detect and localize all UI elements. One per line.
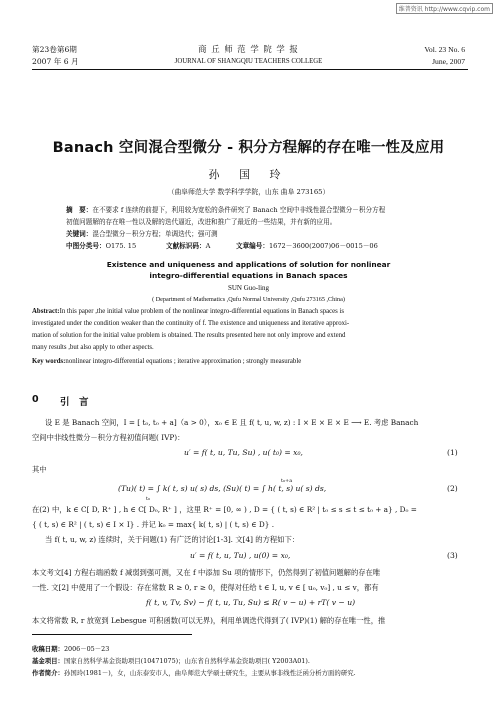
english-abstract-line3: mation of solution for the initial value problem is obtained. The results presented here not only improve and extend	[32, 332, 346, 339]
equation-2-upper-limit: t₀+a	[281, 478, 293, 484]
author-name: 孙 国 玲	[208, 168, 289, 181]
footnote-received: 收稿日期：2006－05－23	[32, 645, 110, 653]
abstract-cn-label: 摘 要：	[66, 206, 93, 214]
document-code-cn: 文献标识码：A	[166, 242, 211, 250]
date-en: June, 2007	[432, 57, 465, 66]
english-abstract-line4: many results ,but also apply to other aspects.	[32, 344, 154, 351]
paper-title: Banach 空间混合型微分 - 积分方程解的存在唯一性及应用	[52, 140, 445, 156]
classification-cn: 中图分类号：O175. 15	[66, 242, 137, 250]
english-title-line1: Existence and uniqueness and applications of solution for nonlinear	[106, 260, 391, 269]
journal-title-en: JOURNAL OF SHANGQIU TEACHERS COLLEGE	[174, 58, 323, 65]
watermark: 维普资讯 http://www.cqvip.com	[396, 3, 493, 14]
equation-1: u′ = f( t, u, Tu, Su) , u( t₀) = x₀,	[184, 448, 303, 457]
equation-2-lower-limit: t₀	[146, 496, 151, 502]
english-keywords-label: Key words:	[32, 358, 66, 365]
equation-4: f( t, v, Tv, Sv) − f( t, u, Tu, Su) ≤ R( v − u) + rT( v − u)	[146, 598, 356, 607]
journal-title-cn: 商 丘 师 范 学 院 学 报	[198, 44, 299, 54]
footnote-rule	[32, 634, 192, 635]
english-abstract-line1: Abstract:In this paper ,the initial value problem of the nonlinear integro-differential equations in Banach spaces is	[32, 308, 345, 315]
equation-2-number: (2)	[447, 484, 458, 493]
equation-3-number: (3)	[447, 551, 458, 560]
english-keywords: Key words:nonlinear integro-differential equations ; iterative approximation ; strongly measurable	[32, 358, 302, 365]
english-affiliation: ( Department of Mathematics ,Qufu Normal University ,Qufu 273165 ,China)	[152, 296, 345, 303]
section-number: 0	[32, 394, 39, 405]
date-cn: 2007 年 6 月	[32, 57, 79, 66]
section-title: 引 言	[60, 397, 89, 408]
body-p3-line1: 当 f( t, u, w, z) 连续时，关于问题(1) 有广泛的讨论[1-3]. 文[4] 的方程如下：	[45, 535, 300, 544]
volume-cn: 第23卷第6期	[32, 45, 77, 54]
body-p4-line2: 一性. 文[2] 中使用了一个假设：存在常数 R ≥ 0, r ≥ 0，使得对任给 t ∈ I, u, v ∈ [ u₀, v₀] , u ≤ v，都有	[32, 583, 379, 592]
affiliation: （曲阜师范大学 数学科学学院，山东 曲阜 273165）	[167, 188, 330, 196]
english-abstract-line2: investigated under the condition weaker than the continuity of f. The existence and uniqueness and iterative approxi-	[32, 320, 350, 327]
volume-en: Vol. 23 No. 6	[424, 45, 465, 54]
equation-3: u′ = f( t, u, Tu) , u(0) = x₀,	[190, 551, 291, 560]
footnote-author: 作者简介：孙国玲(1981－)，女，山东泰安市人，曲阜师范大学硕士研究生，主要从事非线性泛函分析方面的研究.	[32, 669, 356, 677]
equation-2: (Tu)( t) = ∫ k( t, s) u( s) ds, (Su)( t) = ∫ h( t, s) u( s) ds,	[118, 484, 327, 493]
body-p4-line1: 本文考文[4] 方程右端函数 f 减弱到强可测，又在 f 中添加 Su 项的情形下，仍然得到了初值问题解的存在唯	[32, 568, 381, 577]
footnote-fund: 基金项目：国家自然科学基金资助项目(10471075)；山东省自然科学基金资助项目( Y2003A01).	[32, 657, 310, 665]
english-title-line2: integro-differential equations in Banach spaces	[149, 271, 348, 280]
english-abstract-label: Abstract:	[32, 308, 60, 315]
article-id-cn: 文章编号：1672－3600(2007)06－0015－06	[236, 242, 378, 250]
english-author: SUN Guo-ling	[227, 284, 270, 292]
body-p1-line1: 设 E 是 Banach 空间，I = [ t₀, t₀ + a]（a > 0），x₀ ∈ E 且 f( t, u, w, z) : I × E × E × E ⟶ E. 考虑 Banach	[45, 418, 419, 427]
keywords-cn: 关键词：混合型微分－积分方程；单调迭代；强可测	[66, 230, 218, 238]
body-p2-line2: { ( t, s) ∈ R² | ( t, s) ∈ I × I} . 并记 k₀ = max{ k( t, s) | ( t, s) ∈ D} .	[32, 520, 275, 529]
body-p5-line1: 本文将常数 R, r 放宽到 Lebesgue 可积函数(可以无界)，利用单调迭代得到了( IVP)(1) 解的存在唯一性，推	[32, 616, 386, 625]
equation-1-number: (1)	[447, 448, 458, 457]
header-rule	[32, 69, 468, 70]
body-where: 其中	[32, 465, 47, 474]
abstract-cn-line2: 初值问题解的存在唯一性以及解的迭代逼近，改进和推广了最近的一些结果，并有新的应用。	[66, 218, 337, 226]
body-p2-line1: 在(2) 中，k ∈ C[ D, R⁺ ] , h ∈ C[ D₀, R⁺ ] ，这里 R⁺ = [0, ∞ ) , D = { ( t, s) ∈ R² | t₀ ≤ s ≤ t ≤ t₀ + a} , D₀ =	[32, 505, 417, 514]
body-p1-line2: 空间中非线性微分－积分方程初值问题( IVP)：	[32, 433, 185, 442]
abstract-cn-line1: 摘 要：在不要求 f 连续的前提下，利用较为宽松的条件研究了 Banach 空间中非线性混合型微分－积分方程	[66, 206, 386, 214]
